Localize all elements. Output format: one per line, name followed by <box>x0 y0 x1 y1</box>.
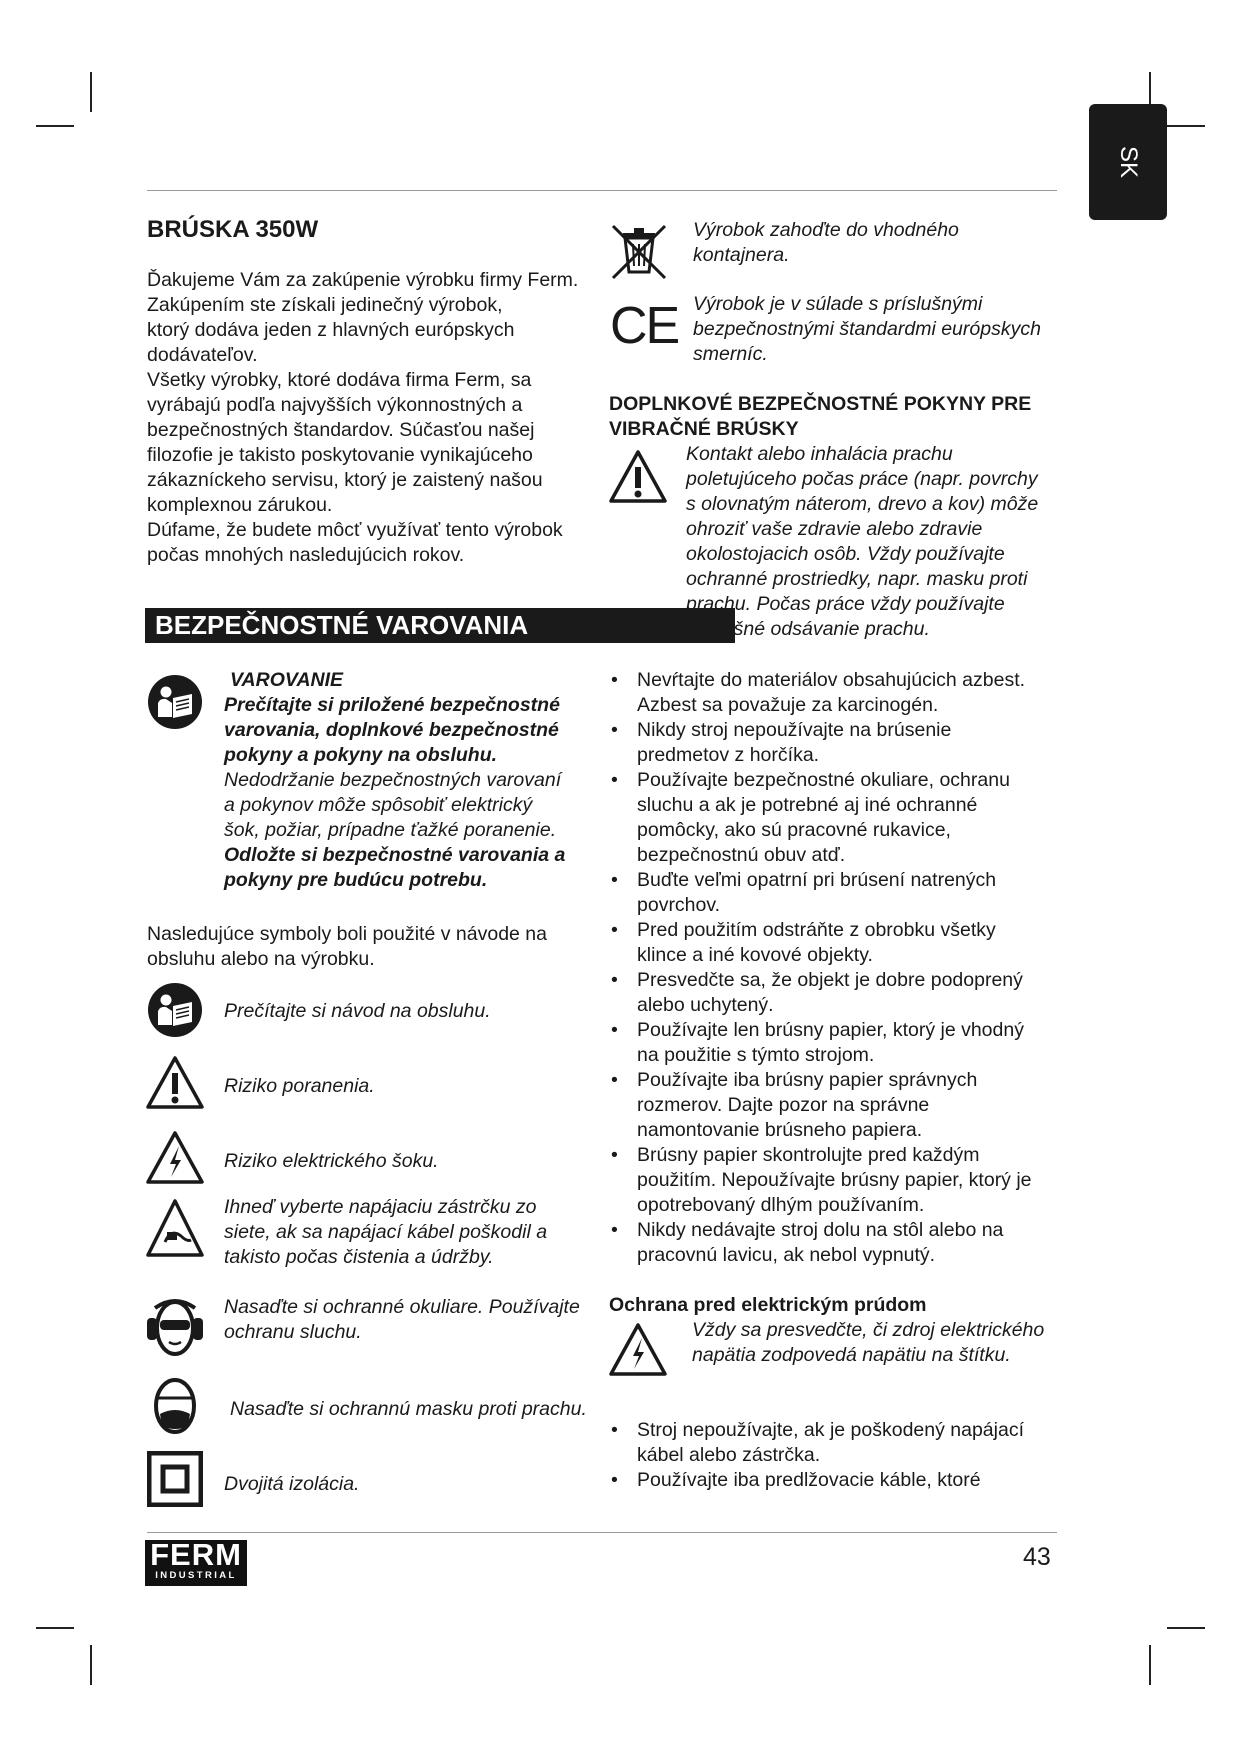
list-item-line: použitím. Nepoužívajte brúsny papier, ktorý je <box>637 1169 1032 1191</box>
vibration-sander-heading <box>609 392 1069 442</box>
list-item <box>609 1218 1069 1268</box>
crop-mark <box>1167 1627 1205 1629</box>
read-manual-icon <box>146 673 204 731</box>
dust-line: s olovnatým náterom, drevo a kov) môže <box>686 493 1039 515</box>
unplug-line: Ihneď vyberte napájaciu zástrčku zo <box>224 1196 537 1218</box>
list-item <box>609 1068 1069 1143</box>
list-item-line: sluchu a ak je potrebné aj iné ochranné <box>637 794 978 816</box>
intro-line: ktorý dodáva jeden z hlavných európskych <box>147 319 515 341</box>
list-item <box>609 968 1069 1018</box>
symbols-intro-line: obsluhu alebo na výrobku. <box>147 948 375 970</box>
list-item-line: Nikdy nedávajte stroj dolu na stôl alebo na <box>637 1219 1004 1241</box>
ce-line: Výrobok je v súlade s príslušnými <box>693 293 983 315</box>
warning-line: pokyny a pokyny na obsluhu. <box>224 744 498 766</box>
dust-line: prachu. Počas práce vždy používajte <box>686 593 1005 615</box>
symbol-mask-text: Nasaďte si ochrannú masku proti prachu. <box>230 1398 587 1420</box>
list-item-line: na použitie s týmto strojom. <box>637 1044 875 1066</box>
list-item-line: Nevŕtajte do materiálov obsahujúcich azbest. <box>637 669 1026 691</box>
goggles-ear-protection-icon <box>145 1296 205 1358</box>
goggles-line: ochranu sluchu. <box>224 1321 362 1343</box>
safety-heading: BEZPEČNOSTNÉ VAROVANIA <box>145 608 735 643</box>
intro-paragraph <box>147 268 597 568</box>
list-item-line: Pred použitím odstráňte z obrobku všetky <box>637 919 996 941</box>
warning-block <box>224 668 604 893</box>
list-item-line: rozmerov. Dajte pozor na správne <box>637 1094 930 1116</box>
crop-mark <box>36 1627 74 1629</box>
list-item-line: Používajte len brúsny papier, ktorý je vhodný <box>637 1019 1024 1041</box>
list-item-line: Používajte iba predlžovacie káble, ktoré <box>637 1469 981 1491</box>
heading-line: DOPLNKOVÉ BEZPEČNOSTNÉ POKYNY PRE <box>609 393 1032 415</box>
weee-line: Výrobok zahoďte do vhodného <box>693 219 959 241</box>
warning-label: VAROVANIE <box>230 669 344 691</box>
list-item <box>609 768 1069 868</box>
top-rule <box>147 190 1057 191</box>
dust-line: poletujúceho počas práce (napr. povrchy <box>686 468 1038 490</box>
warning-line: Prečítajte si priložené bezpečnostné <box>224 694 560 716</box>
page-number: 43 <box>1023 1543 1051 1571</box>
list-item <box>609 718 1069 768</box>
ce-mark-icon: CE <box>610 297 679 355</box>
page-title: BRÚSKA 350W <box>147 216 319 243</box>
list-item <box>609 668 1069 718</box>
intro-line: Dúfame, že budete môcť využívať tento výrobok <box>147 519 563 541</box>
warning-line: a pokynov môže spôsobiť elektrický <box>224 794 533 816</box>
heading-line: VIBRAČNÉ BRÚSKY <box>609 418 799 440</box>
electric-shock-icon <box>145 1130 205 1185</box>
intro-line: bezpečnostných štandardov. Súčasťou našej <box>147 419 535 441</box>
warning-line: varovania, doplnkové bezpečnostné <box>224 719 559 741</box>
symbol-read-manual-text: Prečítajte si návod na obsluhu. <box>224 1000 491 1022</box>
electric-warning-text <box>692 1318 1072 1368</box>
double-insulation-icon <box>147 1451 203 1507</box>
warning-line: pokyny pre budúcu potrebu. <box>224 869 488 891</box>
list-item-line: Brúsny papier skontrolujte pred každým <box>637 1144 980 1166</box>
list-item-line: kábel alebo zástrčka. <box>637 1444 821 1466</box>
list-item <box>609 918 1069 968</box>
list-item-line: povrchov. <box>637 894 721 916</box>
logo-brand: FERM <box>150 1537 242 1572</box>
crop-mark <box>90 1645 92 1685</box>
list-item-line: namontovanie brúsneho papiera. <box>637 1119 923 1141</box>
list-item-line: Stroj nepoužívajte, ak je poškodený napájací <box>637 1419 1025 1441</box>
intro-line: dodávateľov. <box>147 344 258 366</box>
crop-mark <box>90 72 92 112</box>
ce-text <box>693 292 1073 367</box>
list-item <box>609 1468 1069 1493</box>
weee-line: kontajnera. <box>693 244 790 266</box>
dust-line: príslušné odsávanie prachu. <box>686 618 930 640</box>
intro-line: Ďakujeme Vám za zakúpenie výrobku firmy Ferm. <box>147 269 579 291</box>
crop-mark <box>1167 125 1205 127</box>
list-item <box>609 1143 1069 1218</box>
dust-line: okolostojacich osôb. Vždy používajte <box>686 543 1005 565</box>
dust-mask-icon <box>148 1376 202 1436</box>
logo-sub: INDUSTRIAL <box>155 1570 237 1581</box>
list-item-line: alebo uchytený. <box>637 994 774 1016</box>
symbol-shock-text: Riziko elektrického šoku. <box>224 1150 439 1172</box>
ferm-logo <box>145 1537 247 1586</box>
elec-line: Vždy sa presvedčte, či zdroj elektrického <box>692 1319 1045 1341</box>
unplug-warning-icon <box>145 1198 205 1258</box>
intro-line: zákazníckeho servisu, ktorý je zaistený našou <box>147 469 543 491</box>
crop-mark <box>1149 1645 1151 1685</box>
list-item <box>609 1018 1069 1068</box>
list-item-line: opotrebovaný dlhým používaním. <box>637 1194 925 1216</box>
symbols-intro <box>147 922 607 972</box>
list-item-line: Buďte veľmi opatrní pri brúsení natrených <box>637 869 997 891</box>
unplug-line: takisto počas čistenia a údržby. <box>224 1246 494 1268</box>
list-item-line: pomôcky, ako sú pracovné rukavice, <box>637 819 951 841</box>
symbol-double-insulation-text: Dvojitá izolácia. <box>224 1473 360 1495</box>
warning-triangle-icon <box>145 1055 205 1110</box>
warning-line: Odložte si bezpečnostné varovania a <box>224 844 566 866</box>
warning-line: Nedodržanie bezpečnostných varovaní <box>224 769 562 791</box>
crop-mark <box>36 125 74 127</box>
electric-shock-icon <box>608 1322 668 1377</box>
elec-line: napätia zodpovedá napätiu na štítku. <box>692 1344 1011 1366</box>
dust-line: Kontakt alebo inhalácia prachu <box>686 443 953 465</box>
list-item-line: klince a iné kovové objekty. <box>637 944 873 966</box>
list-item-line: Nikdy stroj nepoužívajte na brúsenie <box>637 719 952 741</box>
dust-line: ohroziť vaše zdravie alebo zdravie <box>686 518 983 540</box>
sander-bullet-list <box>609 668 1069 1268</box>
symbols-intro-line: Nasledujúce symboly boli použité v návode na <box>147 923 547 945</box>
list-item-line: predmetov z horčíka. <box>637 744 820 766</box>
ce-line: smerníc. <box>693 343 768 365</box>
language-tab <box>1089 104 1167 220</box>
list-item-line: Azbest sa považuje za karcinogén. <box>637 694 939 716</box>
list-item <box>609 868 1069 918</box>
intro-line: komplexnou zárukou. <box>147 494 333 516</box>
ce-line: bezpečnostnými štandardmi európskych <box>693 318 1041 340</box>
dust-line: ochranné prostriedky, napr. masku proti <box>686 568 1028 590</box>
goggles-line: Nasaďte si ochranné okuliare. Používajte <box>224 1296 580 1318</box>
crossed-bin-icon <box>609 222 669 282</box>
list-item-line: Presvedčte sa, že objekt je dobre podoprený <box>637 969 1023 991</box>
electric-protection-heading: Ochrana pred elektrickým prúdom <box>609 1294 927 1316</box>
language-tab-label: SK <box>1114 145 1142 179</box>
warning-line: šok, požiar, prípadne ťažké poranenie. <box>224 819 557 841</box>
bottom-rule <box>147 1532 1057 1533</box>
list-item-line: Používajte bezpečnostné okuliare, ochranu <box>637 769 1010 791</box>
list-item-line: bezpečnostnú obuv atď. <box>637 844 846 866</box>
electric-bullet-list <box>609 1418 1069 1493</box>
list-item-line: Používajte iba brúsny papier správnych <box>637 1069 978 1091</box>
intro-line: Zakúpením ste získali jedinečný výrobok, <box>147 294 503 316</box>
intro-line: filozofie je takisto poskytovanie vynikajúceho <box>147 444 533 466</box>
intro-line: Všetky výrobky, ktoré dodáva firma Ferm, sa <box>147 369 532 391</box>
list-item <box>609 1418 1069 1468</box>
symbol-injury-text: Riziko poranenia. <box>224 1075 375 1097</box>
dust-warning-text <box>686 442 1066 642</box>
intro-line: počas mnohých nasledujúcich rokov. <box>147 544 465 566</box>
intro-line: vyrábajú podľa najvyšších výkonnostných a <box>147 394 523 416</box>
list-item-line: pracovnú lavicu, ak nebol vypnutý. <box>637 1244 936 1266</box>
warning-triangle-icon <box>608 449 668 504</box>
symbol-unplug-text <box>224 1195 604 1270</box>
weee-text <box>693 218 1053 268</box>
unplug-line: siete, ak sa napájací kábel poškodil a <box>224 1221 548 1243</box>
symbol-goggles-text <box>224 1295 614 1345</box>
read-manual-icon <box>146 981 204 1039</box>
